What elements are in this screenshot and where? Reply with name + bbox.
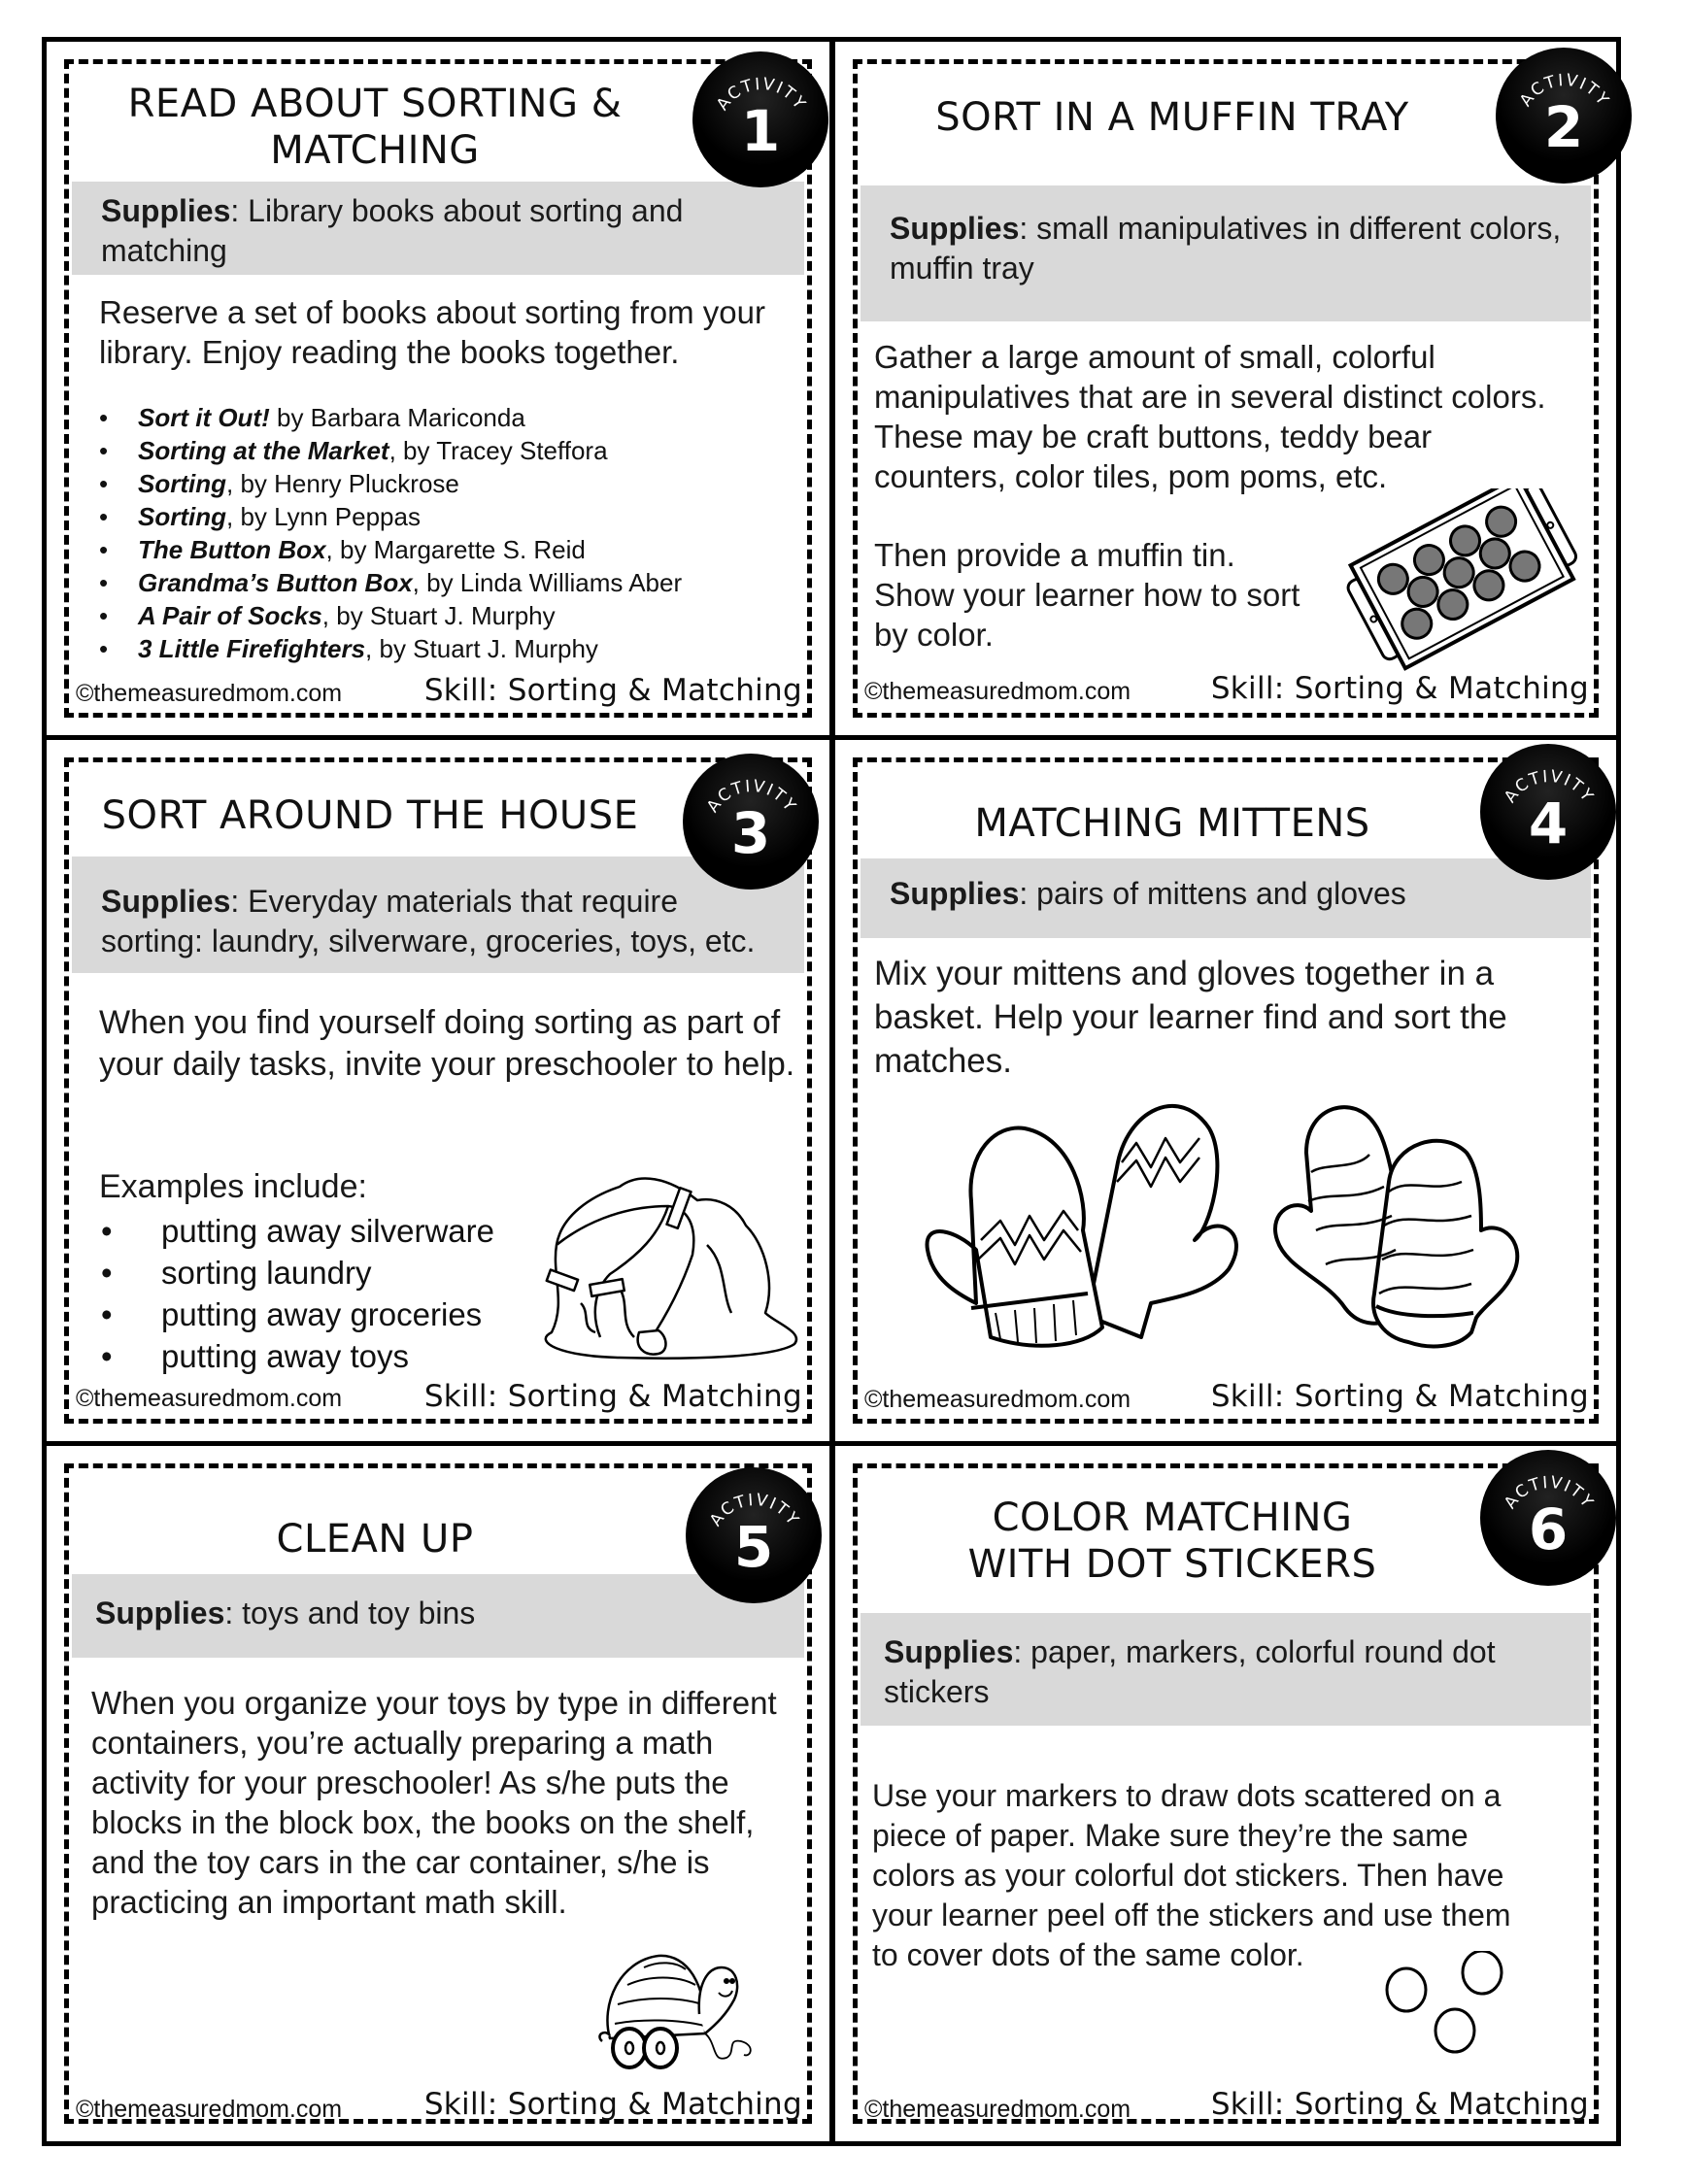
- activity-badge: [692, 51, 828, 187]
- activity-number: 4: [1528, 790, 1569, 857]
- card-title: COLOR MATCHING WITH DOT STICKERS: [967, 1495, 1377, 1587]
- activity-card-6: [830, 1441, 1621, 2146]
- card-body-2: Then provide a muffin tin. Show your learner how to sort by color.: [874, 537, 1300, 653]
- supplies-label: Supplies: [101, 884, 231, 919]
- svg-text:ACTIVITY: ACTIVITY: [1501, 766, 1598, 807]
- card-body: Reserve a set of books about sorting from your library. Enjoy reading the books together.: [99, 294, 766, 370]
- activity-number: 1: [740, 98, 781, 164]
- book-list: [99, 401, 800, 665]
- card-body: When you organize your toys by type in different containers, you’re actually preparing a math activity for your preschooler! As s/he puts the blocks in the block box, the books on the shelf, and the toy cars in the car container, s/he is practicing an important math skill.: [91, 1685, 777, 1920]
- copyright-text: ©themeasuredmom.com: [864, 1386, 1131, 1413]
- activity-number: 2: [1543, 94, 1584, 160]
- supplies-text: : Everyday materials that require sorting: laundry, silverware, groceries, toys, etc.: [101, 884, 756, 958]
- book-item: • Sort it Out! by Barbara Mariconda: [99, 401, 800, 434]
- copyright-text: ©themeasuredmom.com: [864, 678, 1131, 705]
- card-body: Gather a large amount of small, colorful manipulatives that are in several distinct colors. These may be craft buttons, teddy bear counters, color tiles, pom poms, etc.: [874, 339, 1546, 494]
- book-item: • Sorting at the Market, by Tracey Steffora: [99, 434, 800, 467]
- svg-text:ACTIVITY: ACTIVITY: [706, 1490, 803, 1530]
- copyright-text: ©themeasuredmom.com: [76, 680, 343, 707]
- example-item: • sorting laundry: [99, 1252, 494, 1294]
- book-item: • The Button Box, by Margarette S. Reid: [99, 533, 800, 566]
- card-title: CLEAN UP: [276, 1517, 474, 1562]
- supplies-text: : Library books about sorting and matching: [101, 193, 684, 268]
- book-item: • Sorting, by Henry Pluckrose: [99, 467, 800, 500]
- book-item: • A Pair of Socks, by Stuart J. Murphy: [99, 599, 800, 632]
- supplies-text: : paper, markers, colorful round dot stickers: [884, 1634, 1496, 1709]
- supplies-text: : small manipulatives in different colors, muffin tray: [890, 211, 1562, 286]
- activity-badge: [686, 1467, 822, 1603]
- svg-text:ACTIVITY: ACTIVITY: [1516, 70, 1613, 111]
- supplies-box: [861, 185, 1591, 321]
- supplies-label: Supplies: [890, 211, 1020, 246]
- skill-label: Skill: Sorting & Matching: [423, 2087, 802, 2122]
- skill-label: Skill: Sorting & Matching: [423, 1379, 802, 1414]
- skill-label: Skill: Sorting & Matching: [423, 673, 802, 708]
- activity-card-3: [42, 735, 834, 1446]
- example-item: • putting away groceries: [99, 1294, 494, 1335]
- activity-card-1: [42, 37, 834, 740]
- supplies-text: : toys and toy bins: [224, 1596, 476, 1630]
- activity-badge: [1480, 1450, 1616, 1586]
- supplies-label: Supplies: [884, 1634, 1014, 1669]
- supplies-label: Supplies: [101, 193, 231, 228]
- activity-card-2: [830, 37, 1621, 740]
- supplies-box: [72, 182, 804, 275]
- laundry-pile-icon: [523, 1167, 814, 1371]
- svg-text:ACTIVITY: ACTIVITY: [703, 776, 800, 817]
- activity-badge: [1480, 744, 1616, 880]
- supplies-box: [861, 1613, 1591, 1726]
- skill-label: Skill: Sorting & Matching: [1210, 1379, 1589, 1414]
- examples-list: [99, 1210, 494, 1377]
- book-item: • 3 Little Firefighters, by Stuart J. Murphy: [99, 632, 800, 665]
- card-title: SORT AROUND THE HOUSE: [101, 793, 639, 838]
- skill-label: Skill: Sorting & Matching: [1210, 671, 1589, 706]
- activity-card-4: [830, 735, 1621, 1446]
- activity-number: 6: [1528, 1496, 1569, 1562]
- card-title: MATCHING MITTENS: [974, 801, 1370, 846]
- example-item: • putting away toys: [99, 1335, 494, 1377]
- activity-badge: [1496, 48, 1632, 184]
- dot-stickers-icon: [1379, 1951, 1515, 2058]
- supplies-label: Supplies: [890, 876, 1020, 911]
- mittens-icon: [918, 1085, 1539, 1357]
- supplies-text: : pairs of mittens and gloves: [1019, 876, 1406, 911]
- activity-number: 5: [733, 1514, 774, 1580]
- turtle-toy-icon: [591, 1946, 775, 2072]
- supplies-label: Supplies: [95, 1596, 225, 1630]
- copyright-text: ©themeasuredmom.com: [864, 2096, 1131, 2123]
- activity-card-5: [42, 1441, 834, 2146]
- svg-text:ACTIVITY: ACTIVITY: [1501, 1472, 1598, 1513]
- card-title: SORT IN A MUFFIN TRAY: [935, 95, 1409, 140]
- card-body: When you find yourself doing sorting as part of your daily tasks, invite your preschooler to help.: [99, 1004, 795, 1083]
- svg-text:ACTIVITY: ACTIVITY: [713, 74, 810, 115]
- card-body: Use your markers to draw dots scattered on a piece of paper. Make sure they’re the same colors as your colorful dot stickers. Then have your learner peel off the stickers and use them to cover dots of the same color.: [872, 1778, 1511, 1972]
- copyright-text: ©themeasuredmom.com: [76, 1385, 343, 1412]
- muffin-tray-icon: [1340, 488, 1593, 673]
- examples-heading: Examples include:: [99, 1168, 367, 1205]
- skill-label: Skill: Sorting & Matching: [1210, 2087, 1589, 2122]
- book-item: • Grandma’s Button Box, by Linda Williams Aber: [99, 566, 800, 599]
- example-item: • putting away silverware: [99, 1210, 494, 1252]
- card-title: READ ABOUT SORTING & MATCHING: [127, 82, 623, 173]
- book-item: • Sorting, by Lynn Peppas: [99, 500, 800, 533]
- activity-badge: [683, 754, 819, 890]
- card-body: Mix your mittens and gloves together in a basket. Help your learner find and sort the matches.: [874, 955, 1507, 1080]
- copyright-text: ©themeasuredmom.com: [76, 2096, 343, 2123]
- activity-number: 3: [730, 800, 771, 866]
